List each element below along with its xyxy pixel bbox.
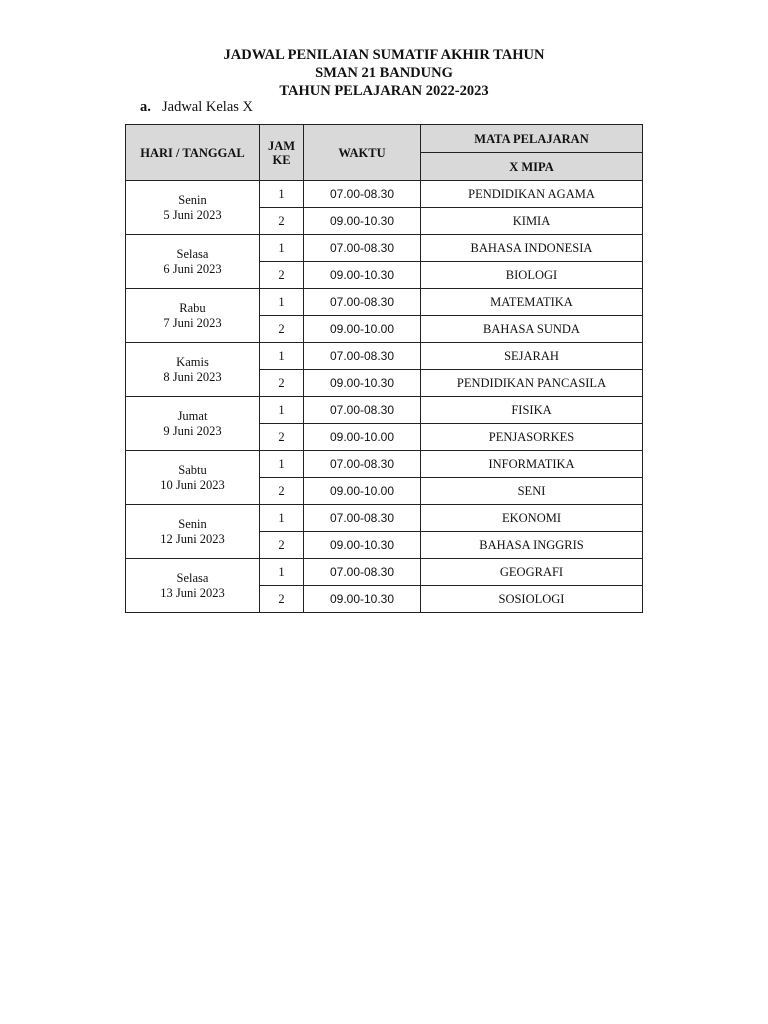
day-cell (126, 451, 260, 505)
mapel-cell: FISIKA (421, 397, 643, 424)
document-title (0, 46, 768, 100)
jam-cell: 1 (260, 235, 304, 262)
mapel-cell: SEJARAH (421, 343, 643, 370)
waktu-cell: 09.00-10.30 (304, 370, 421, 397)
day-cell (126, 505, 260, 559)
day-date: 10 Juni 2023 (160, 477, 225, 492)
day-cell (126, 235, 260, 289)
day-date: 13 Juni 2023 (160, 585, 225, 600)
waktu-cell: 07.00-08.30 (304, 397, 421, 424)
header-mata-pelajaran: MATA PELAJARAN (421, 125, 643, 153)
jam-cell: 1 (260, 451, 304, 478)
mapel-cell: BIOLOGI (421, 262, 643, 289)
subsection-marker: a. (140, 99, 151, 115)
mapel-cell: EKONOMI (421, 505, 643, 532)
jam-cell: 1 (260, 397, 304, 424)
table-row (126, 181, 643, 208)
mapel-cell: PENDIDIKAN PANCASILA (421, 370, 643, 397)
day-cell (126, 289, 260, 343)
day-cell (126, 559, 260, 613)
schedule-body (126, 181, 643, 613)
table-row (126, 397, 643, 424)
waktu-cell: 07.00-08.30 (304, 343, 421, 370)
jam-cell: 2 (260, 424, 304, 451)
jam-cell: 2 (260, 316, 304, 343)
title-line-2: SMAN 21 BANDUNG (315, 65, 453, 81)
day-date: 9 Juni 2023 (163, 423, 222, 438)
jam-cell: 2 (260, 208, 304, 235)
waktu-cell: 07.00-08.30 (304, 559, 421, 586)
jam-cell: 1 (260, 289, 304, 316)
header-hari-tanggal: HARI / TANGGAL (126, 125, 260, 181)
waktu-cell: 07.00-08.30 (304, 289, 421, 316)
table-row (126, 559, 643, 586)
header-jam-ke: JAM KE (260, 125, 304, 181)
jam-cell: 2 (260, 586, 304, 613)
day-date: 5 Juni 2023 (163, 207, 222, 222)
mapel-cell: PENDIDIKAN AGAMA (421, 181, 643, 208)
mapel-cell: INFORMATIKA (421, 451, 643, 478)
jam-cell: 1 (260, 343, 304, 370)
jam-cell: 1 (260, 505, 304, 532)
header-waktu: WAKTU (304, 125, 421, 181)
day-date: 8 Juni 2023 (163, 369, 222, 384)
day-date: 6 Juni 2023 (163, 261, 222, 276)
waktu-cell: 09.00-10.30 (304, 208, 421, 235)
jam-cell: 2 (260, 370, 304, 397)
table-row (126, 505, 643, 532)
waktu-cell: 09.00-10.00 (304, 478, 421, 505)
waktu-cell: 09.00-10.00 (304, 316, 421, 343)
header-row (126, 125, 643, 153)
jam-cell: 1 (260, 559, 304, 586)
day-name: Selasa (176, 570, 209, 585)
jam-cell: 1 (260, 181, 304, 208)
mapel-cell: SENI (421, 478, 643, 505)
day-name: Selasa (176, 246, 209, 261)
waktu-cell: 07.00-08.30 (304, 451, 421, 478)
table-row (126, 289, 643, 316)
waktu-cell: 09.00-10.00 (304, 424, 421, 451)
mapel-cell: BAHASA INDONESIA (421, 235, 643, 262)
day-cell (126, 397, 260, 451)
jam-cell: 2 (260, 262, 304, 289)
title-line-3: TAHUN PELAJARAN 2022-2023 (279, 83, 489, 99)
mapel-cell: GEOGRAFI (421, 559, 643, 586)
day-cell (126, 343, 260, 397)
subsection-label: Jadwal Kelas X (162, 99, 254, 115)
jam-cell: 2 (260, 478, 304, 505)
waktu-cell: 09.00-10.30 (304, 262, 421, 289)
day-date: 7 Juni 2023 (163, 315, 222, 330)
day-name: Senin (178, 516, 207, 531)
waktu-cell: 09.00-10.30 (304, 532, 421, 559)
mapel-cell: BAHASA INGGRIS (421, 532, 643, 559)
mapel-cell: PENJASORKES (421, 424, 643, 451)
subsection-heading (140, 99, 253, 116)
day-name: Kamis (176, 354, 209, 369)
day-name: Sabtu (178, 462, 207, 477)
day-date: 12 Juni 2023 (160, 531, 225, 546)
day-cell (126, 181, 260, 235)
mapel-cell: SOSIOLOGI (421, 586, 643, 613)
table-row (126, 343, 643, 370)
table-row (126, 451, 643, 478)
day-name: Senin (178, 192, 207, 207)
schedule-table (125, 124, 643, 613)
day-name: Rabu (179, 300, 206, 315)
mapel-cell: KIMIA (421, 208, 643, 235)
mapel-cell: BAHASA SUNDA (421, 316, 643, 343)
jam-cell: 2 (260, 532, 304, 559)
title-line-1: JADWAL PENILAIAN SUMATIF AKHIR TAHUN (223, 47, 545, 63)
day-name: Jumat (177, 408, 208, 423)
waktu-cell: 07.00-08.30 (304, 181, 421, 208)
waktu-cell: 07.00-08.30 (304, 505, 421, 532)
waktu-cell: 09.00-10.30 (304, 586, 421, 613)
table-row (126, 235, 643, 262)
waktu-cell: 07.00-08.30 (304, 235, 421, 262)
mapel-cell: MATEMATIKA (421, 289, 643, 316)
header-kelas: X MIPA (421, 153, 643, 181)
